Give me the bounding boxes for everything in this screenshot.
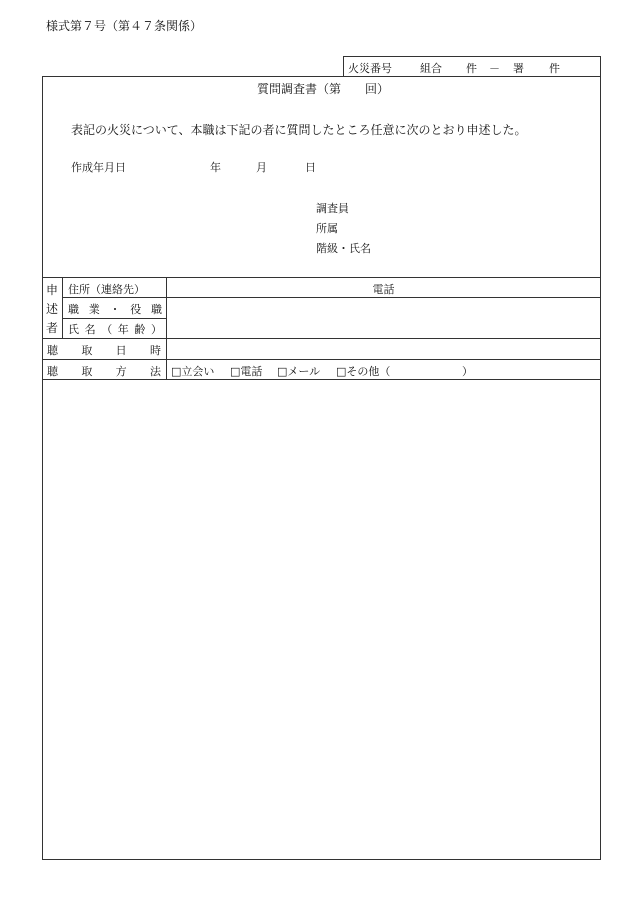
fire-number-label: 火災番号: [348, 62, 392, 75]
occupation-char: 職: [68, 303, 79, 316]
fire-number-ken1: 件: [466, 62, 477, 75]
form-title: [257, 80, 389, 97]
hearing-date-label: [47, 342, 161, 358]
hearing-date-char: 取: [81, 344, 93, 357]
hearing-date-bottom-line: [42, 359, 601, 360]
name-char: 齢: [134, 323, 146, 336]
name-char: （: [101, 323, 113, 336]
name-char: 氏: [68, 323, 79, 336]
address-bottom-line: [62, 297, 601, 298]
statement-text: 表記の火災について、本職は下記の者に質問したところ任意に次のとおり申述した。: [71, 123, 527, 137]
investigator-rank-name: 階級・氏名: [316, 242, 371, 255]
declarant-side-divider: [62, 277, 63, 338]
investigator-title: 調査員: [316, 202, 349, 215]
occupation-char: 職: [151, 303, 162, 316]
date-day: 日: [305, 161, 316, 174]
method-option-other-close: ）: [462, 365, 473, 378]
hearing-method-char: 取: [81, 365, 93, 378]
form-title-end: 回）: [365, 82, 390, 96]
phone-label: 電話: [372, 283, 395, 296]
declarant-bottom-line: [42, 338, 601, 339]
investigator-affiliation: 所属: [316, 222, 338, 235]
form-title-main: 質問調査書（第: [257, 82, 342, 96]
form-label: 様式第７号（第４７条関係）: [46, 19, 203, 33]
hearing-method-label: [47, 363, 161, 379]
hearing-method-char: 方: [115, 365, 127, 378]
table-top-line: [42, 277, 601, 278]
date-label: 作成年月日: [71, 161, 126, 174]
occupation-char: 業: [88, 303, 100, 316]
occupation-bottom-line: [62, 318, 166, 319]
declarant-side-char-2: 述: [46, 302, 59, 316]
name-char: 年: [117, 323, 129, 336]
method-option-email[interactable]: □メール: [277, 365, 321, 378]
method-option-attendance[interactable]: □立会い: [171, 365, 215, 378]
occupation-char: ・: [109, 303, 121, 316]
hearing-method-char: 聴: [47, 365, 58, 378]
date-year: 年: [210, 161, 221, 174]
name-char: ）: [150, 323, 162, 336]
hearing-method-char: 法: [149, 365, 161, 378]
fire-number-union: 組合: [420, 62, 442, 75]
fire-number-ken2: 件: [549, 62, 560, 75]
declarant-side-char-3: 者: [46, 321, 59, 335]
method-option-other[interactable]: □その他（: [336, 365, 391, 378]
method-option-phone[interactable]: □電話: [230, 365, 263, 378]
occupation-char: 役: [130, 303, 142, 316]
hearing-date-char: 聴: [47, 344, 58, 357]
name-age-label: [68, 321, 162, 337]
fire-number-station: 署: [513, 62, 524, 75]
occupation-label: [68, 301, 162, 317]
hearing-date-char: 時: [149, 344, 161, 357]
name-char: 名: [84, 323, 96, 336]
declarant-side-char-1: 申: [46, 283, 59, 297]
date-month: 月: [256, 161, 267, 174]
hearing-date-char: 日: [115, 344, 127, 357]
fire-number-dash: －: [489, 62, 500, 75]
address-label: 住所（連絡先）: [68, 283, 145, 296]
statement-body-area[interactable]: [43, 380, 600, 859]
